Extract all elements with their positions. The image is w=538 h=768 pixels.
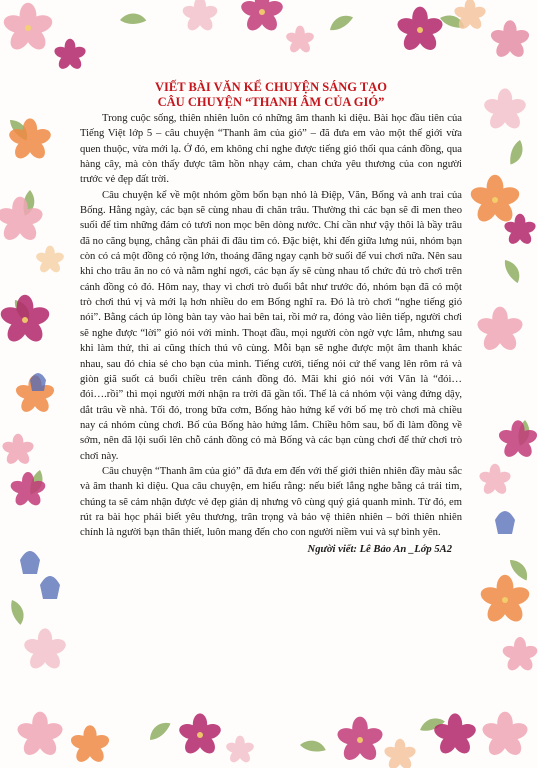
paragraph-conclusion: Câu chuyện “Thanh âm của gió” đã đưa em đến với thế giới thiên nhiên đầy màu sắc và âm thanh kì diệu. Qua câu chuyện, em hiểu rằng: nếu biết lắng nghe bằng cả trái tim, chúng ta sẽ cảm nhận được vẻ đẹp giản dị nhưng vô cùng quý giá quanh mình. Từ đó, em rút ra bài học phải biết yêu thương, trân trọng và bảo vệ thiên nhiên – bởi thiên nhiên chính là người bạn thân thiết, luôn mang đến cho con người niềm vui và sự bình yên. [80, 465, 462, 539]
title-line-1: VIẾT BÀI VĂN KỂ CHUYỆN SÁNG TẠO [155, 80, 387, 94]
paragraph-intro: Trong cuộc sống, thiên nhiên luôn có những âm thanh kì diệu. Bài học đầu tiên của Tiếng Việt lớp 5 – câu chuyện “Thanh âm của gió” – đã đưa em vào một thế giới vừa quen thuộc, vừa mới lạ. Ở đó, em không chỉ nghe được tiếng gió thổi qua cánh đồng, qua hàng cây, mà còn thấy được tâm hồn nhạy cảm, chan chứa yêu thương của con người trước vẻ đẹp đất trời. [80, 113, 462, 186]
paragraph-story: Câu chuyện kể về một nhóm gồm bốn bạn nhỏ là Điệp, Văn, Bống và anh trai của Bống. Hằng ngày, các bạn sẽ cùng nhau đi chăn trâu. Thường thì các bạn sẽ đi men theo suối để tìm những đám cỏ tươi non mọc bên dòng nước. Chỉ cần như vậy thôi là bầy trâu đã no căng bụng, chẳng cần phải đi đâu tìm cỏ. Đặc biệt, khi đến giữa lưng núi, nhóm bạn còn có cả một đồng cỏ rộng lớn, thoáng đãng ngay cạnh bờ suối để vui chơi nữa. Nên sau khi cho trâu ăn no cỏ và nằm nghỉ ngơi, các bạn ấy sẽ cùng nhau tổ chức đủ trò chơi trên cánh đồng cỏ đó. Hôm nay, thay vì chơi trò đuổi bắt như trước đó, nhóm bạn đã có một trò chơi thú vị và mới lạ hơn nhiều do em Bống nghĩ ra. Đó là trò chơi “nghe tiếng gió nói”. Bằng cách úp lòng bàn tay vào hai bên tai, rồi mở ra, đóng vào liên tiếp, người chơi sẽ nghe được “lời” gió nói với mình. Thoạt đầu, mọi người còn ngờ vực lắm, nhưng sau khi làm thử, thì ai cũng thích thú vô cùng. Mỗi bạn sẽ nghe được một âm thanh khác nhau, sau đó chia sẻ cho bạn của mình. Tiếng cười, tiếng nói cứ thế vang lên rôm rả và giòn giã suốt cả buổi chiều trên cánh đồng đó. Mãi khi gió nói với Văn là “đói… đói….rồi” thì mọi người mới nhận ra trời đã gần tối. Thế là cả nhóm vội vàng đứng dậy, dắt trâu về nhà. Tối đó, trong bữa cơm, Bống hào hứng kể với bố mẹ trò chơi mà chiều nay cả nhóm cùng chơi. Bố của Bống hào hứng lắm. Chiều hôm sau, bố đi làm đồng về sớm, nên đã lội suối lên chỗ cánh đồng cỏ mà Bống và các bạn cùng chơi để thử chơi trò chơi này. [80, 189, 462, 462]
title-line-2: CÂU CHUYỆN “THANH ÂM CỦA GIÓ” [157, 95, 385, 109]
author-line: Người viết: Lê Bảo An _Lớp 5A2 [307, 543, 452, 555]
article-body [80, 80, 462, 557]
article-title [80, 80, 462, 110]
